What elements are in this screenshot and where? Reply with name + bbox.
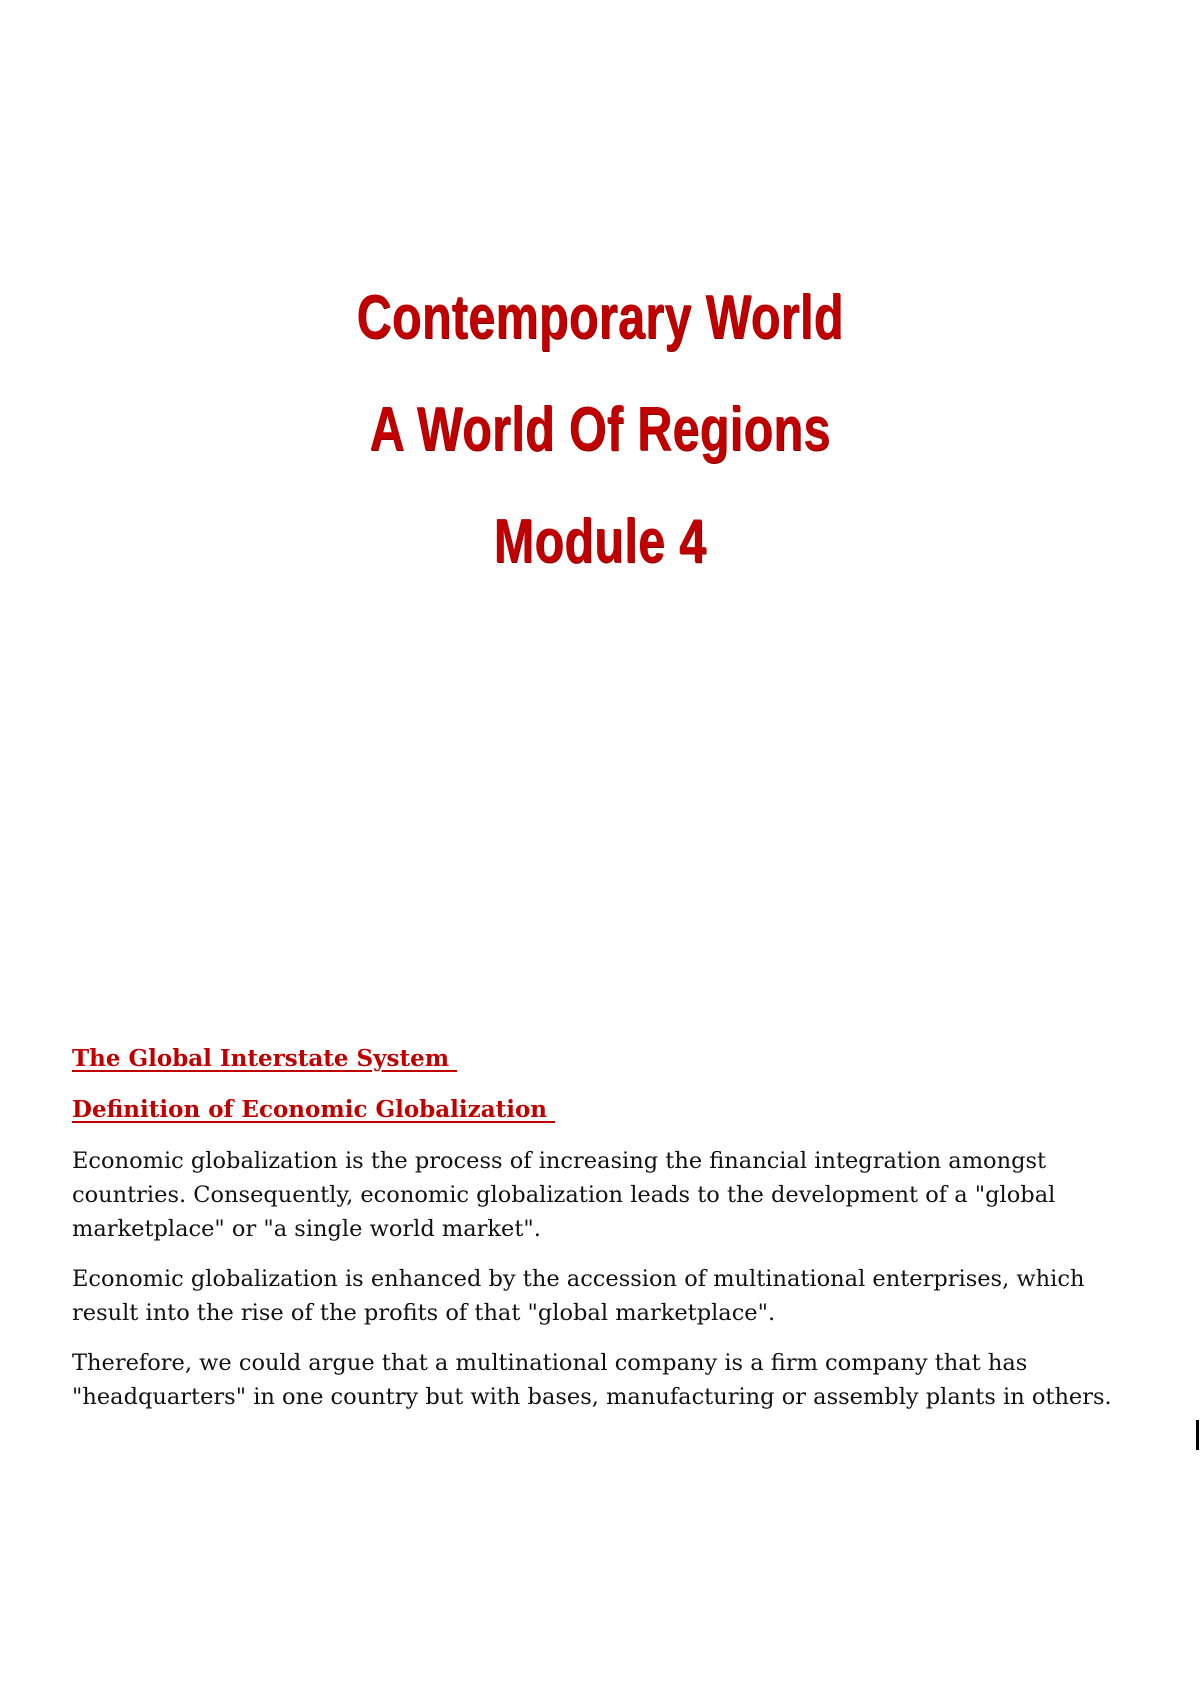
document-body [72, 1042, 1142, 1430]
section-heading-definition: Definition of Economic Globalization [72, 1096, 556, 1123]
section-heading-interstate: The Global Interstate System [72, 1045, 458, 1072]
paragraph-multinational-enterprises: Economic globalization is enhanced by the accession of multinational enterprises, which result into the rise of the profits of that "global marketplace". [72, 1266, 1085, 1326]
title-line-module: Module 4 [493, 507, 707, 576]
title-line-topic: A World Of Regions [369, 395, 831, 464]
paragraph-definition: Economic globalization is the process of increasing the financial integration amongst countries. Consequently, economic globalization leads to the development of a "global marketplace" or "a single world market". [72, 1148, 1056, 1242]
document-title [0, 262, 1200, 598]
paragraph-multinational-company: Therefore, we could argue that a multinational company is a firm company that has "headquarters" in one country but with bases, manufacturing or assembly plants in others. [72, 1350, 1112, 1410]
text-cursor-mark [1196, 1420, 1199, 1450]
title-line-course: Contemporary World [356, 283, 844, 352]
